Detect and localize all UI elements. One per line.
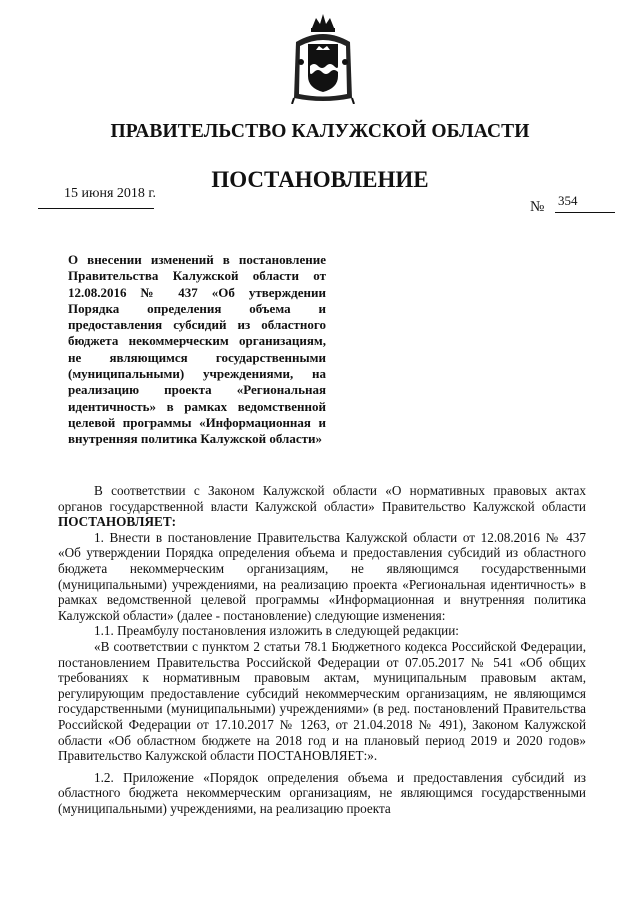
document-body — [58, 483, 586, 816]
coat-of-arms-icon — [290, 12, 356, 104]
quoted-preamble: «В соответствии с пунктом 2 статьи 78.1 Бюджетного кодекса Российской Федерации, постановлением Правительства Российской Федерации от 07.05.2017 № 541 «Об общих требованиях к нормативным правовым актам, муниципальным правовым актам, регулирующим предоставление субсидий некоммерческим организациям, не являющимся государственными (муниципальными) учреждениями» (в ред. постановлений Правительства Российской Федерации от 17.10.2017 № 1263, от 21.04.2018 № 491), Законом Калужской области «Об областном бюджете на 2018 год и на плановый период 2019 и 2020 годов» Правительство Калужской области ПОСТАНОВЛЯЕТ:». — [58, 638, 586, 764]
paragraph-1-2: 1.2. Приложение «Порядок определения объема и предоставления субсидий из областного бюджета некоммерческим организациям, не являющимся государственными (муниципальными) учреждениями, на реализацию проекта — [58, 769, 586, 816]
document-date: 15 июня 2018 г. — [64, 186, 157, 201]
paragraph-1-1: 1.1. Преамбулу постановления изложить в следующей редакции: — [94, 623, 459, 639]
date-underline — [38, 208, 154, 209]
document-number-label: № — [530, 199, 545, 215]
resolves-keyword: ПОСТАНОВЛЯЕТ: — [58, 514, 177, 530]
intro-text: В соответствии с Законом Калужской области «О нормативных правовых актах органов государственной власти Калужской области» Правительство Калужской области — [58, 483, 586, 514]
document-number: 354 — [558, 193, 578, 208]
intro-paragraph — [58, 483, 586, 530]
document-type-title: ПОСТАНОВЛЕНИЕ — [211, 167, 429, 192]
paragraph-1: 1. Внести в постановление Правительства Калужской области от 12.08.2016 № 437 «Об утверждении Порядка определения объема и предоставления субсидий из областного бюджета некоммерческим организациям, не являющимся государственными (муниципальными) учреждениями, на реализацию проекта «Региональная идентичность» в рамках ведомственной целевой программы «Информационная и внутренняя политика Калужской области» (далее - постановление) следующие изменения: — [58, 529, 586, 623]
government-title: ПРАВИТЕЛЬСТВО КАЛУЖСКОЙ ОБЛАСТИ — [110, 121, 530, 142]
number-underline — [555, 212, 615, 213]
document-subject: О внесении изменений в постановление Правительства Калужской области от 12.08.2016 № 437 «Об утверждении Порядка определения объема и предоставления субсидий из областного бюджета некоммерческим организациям, не являющимся государственными (муниципальными) учреждениями, на реализацию проекта «Региональная идентичность» в рамках ведомственной целевой программы «Информационная и внутренняя политика Калужской области» — [68, 252, 326, 447]
